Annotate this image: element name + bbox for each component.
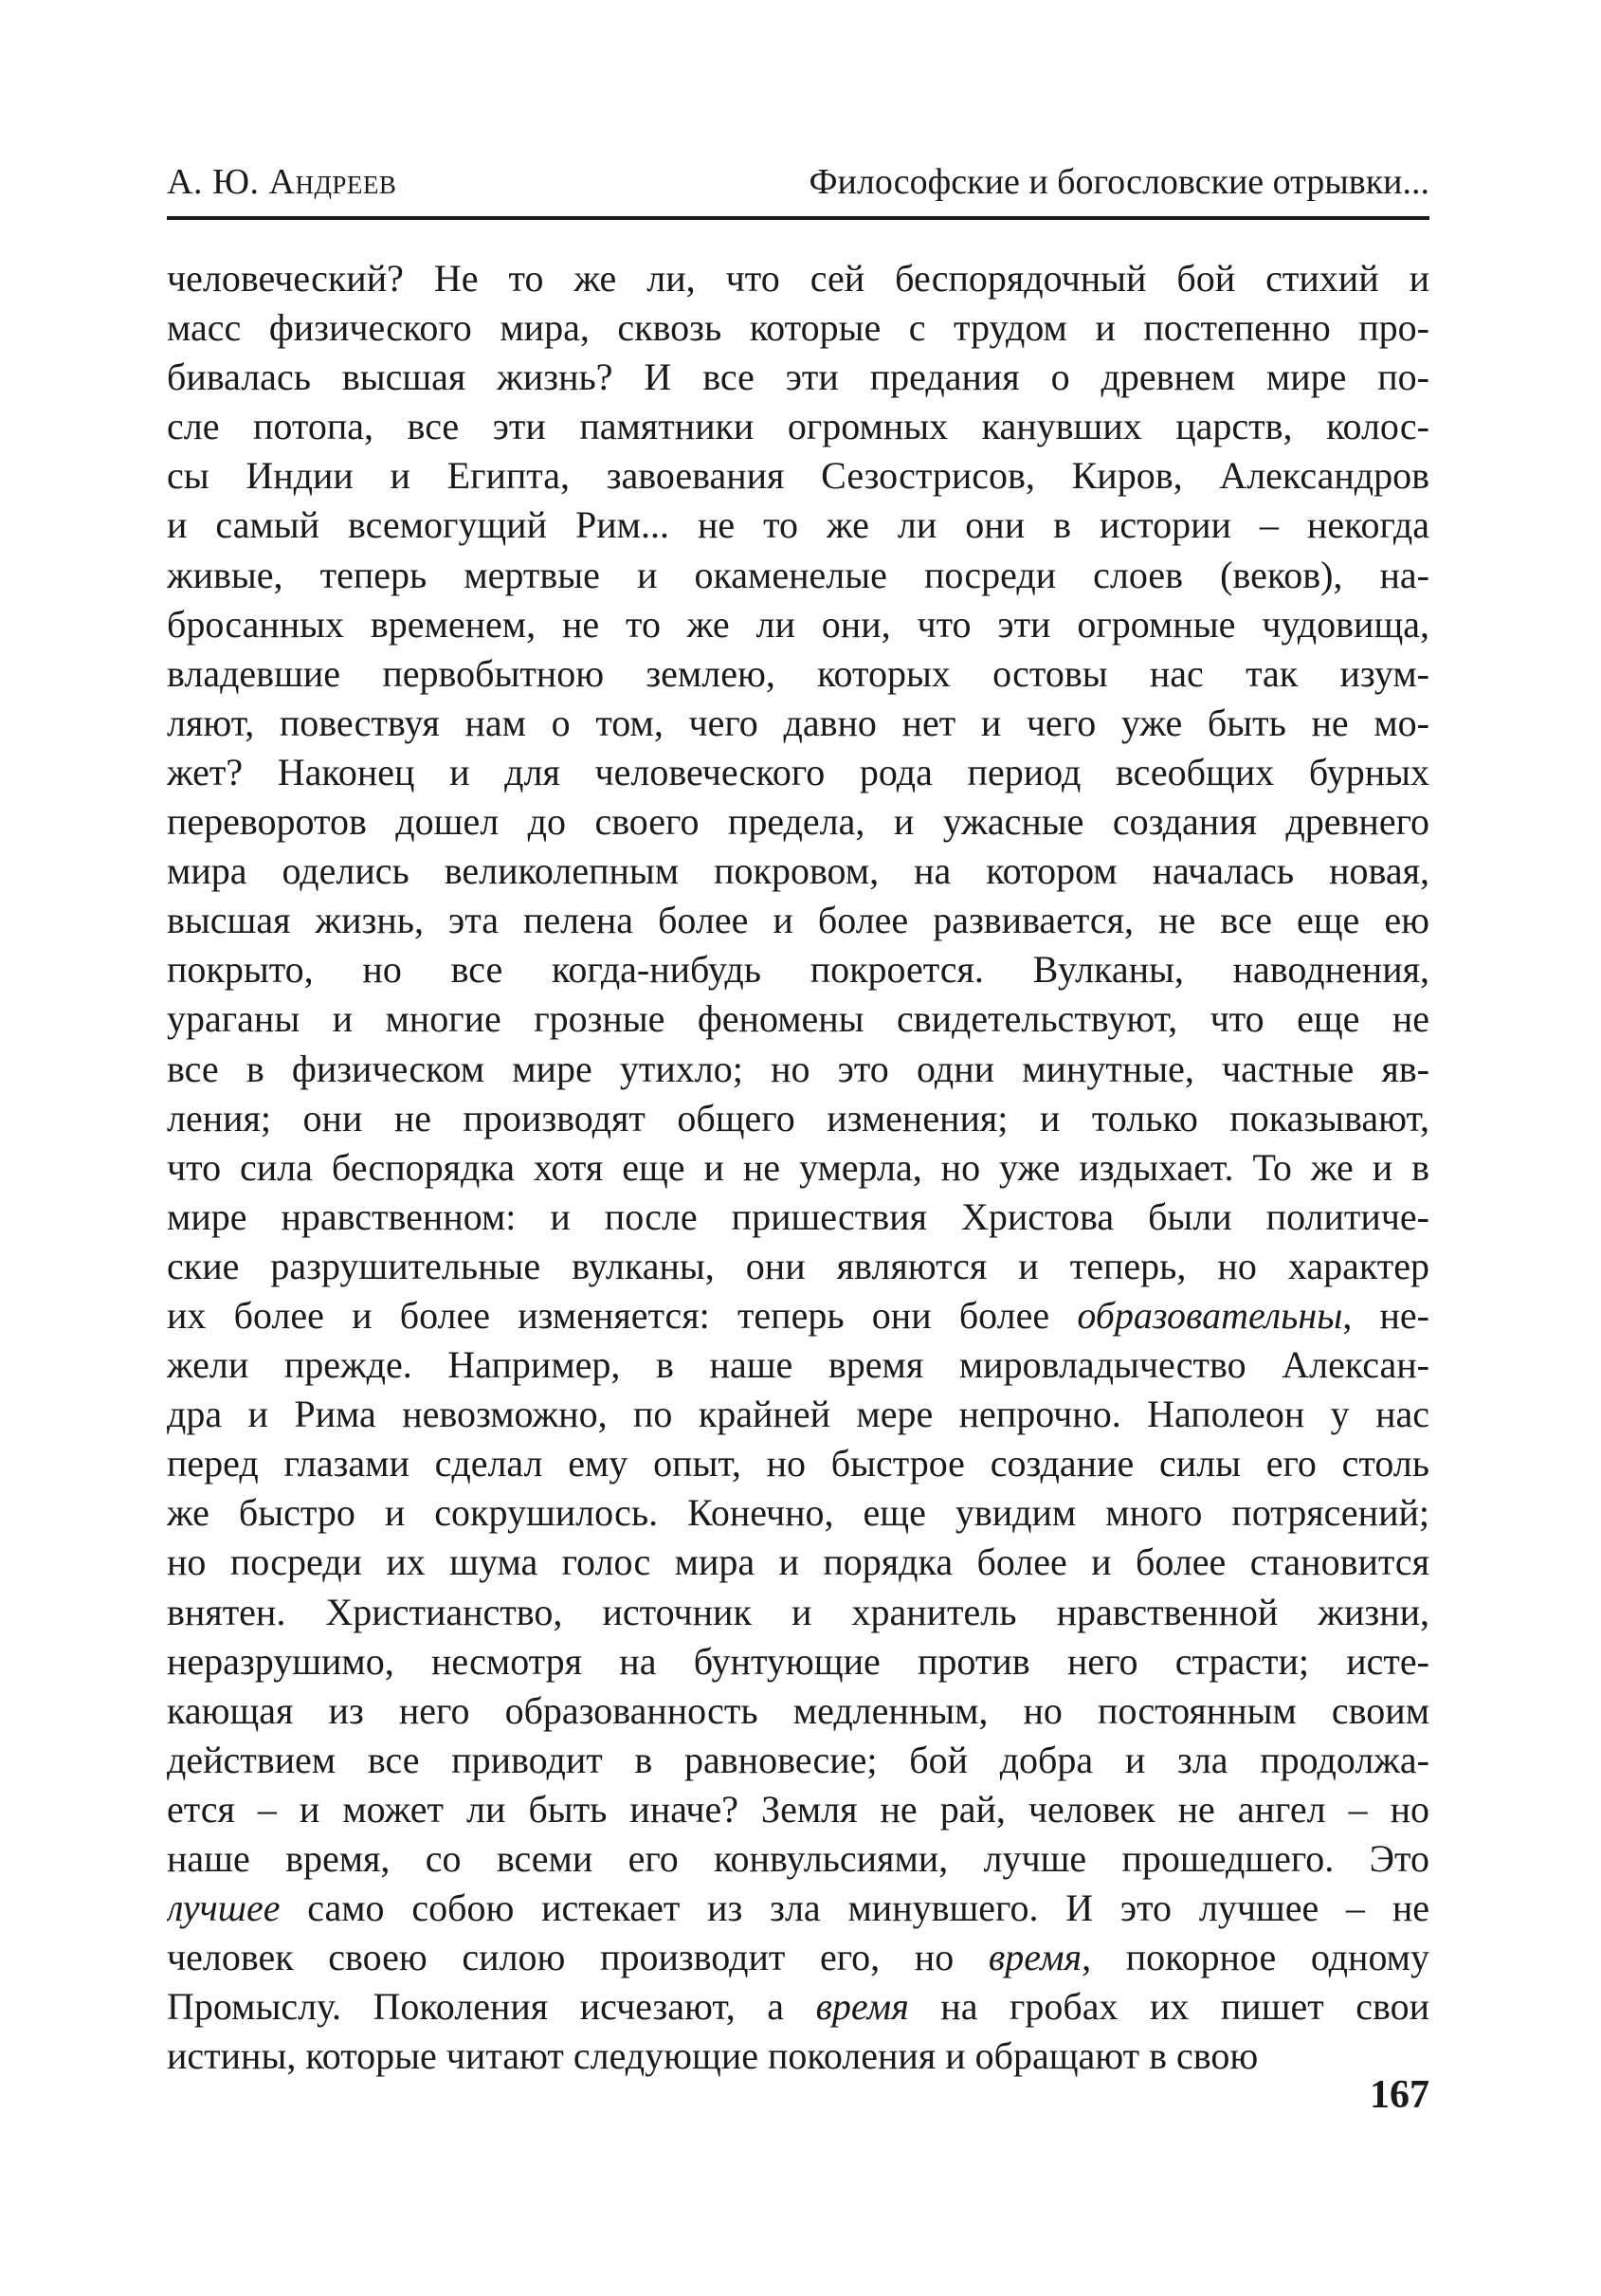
text-line: живые, теперь мертвые и окаменелые посреди слоев (веков), на- [167, 553, 1429, 596]
text-line: дра и Рима невозможно, по крайней мере непрочно. Наполеон у нас [167, 1393, 1429, 1436]
text-line: действием все приводит в равновесие; бой добра и зла продолжа- [167, 1738, 1429, 1781]
text-segment: , не- [1342, 1293, 1429, 1337]
text-line: владевшие первобытною землею, которых остовы нас так изум- [167, 651, 1429, 695]
text-line: ления; они не производят общего изменения; и только показывают, [167, 1096, 1429, 1139]
header-rule [167, 216, 1429, 220]
text-line: ские разрушительные вулканы, они являются и теперь, но характер [167, 1244, 1429, 1287]
text-segment: Промыслу. Поколения исчезают, а [167, 1985, 816, 2029]
text-line: человеческий? Не то же ли, что сей беспорядочный бой стихий и [167, 257, 1429, 300]
text-segment: человек своею силою производит его, но [167, 1936, 989, 1979]
text-line: и самый всемогущий Рим... не то же ли они в истории – некогда [167, 503, 1429, 547]
text-line: ется – и может ли быть иначе? Земля не рай, человек не ангел – но [167, 1787, 1429, 1831]
text-line [167, 1291, 1429, 1340]
text-segment: само собою истекает из зла минувшего. И это лучшее – не [280, 1886, 1429, 1930]
text-line [167, 1884, 1429, 1933]
text-line: покрыто, но все когда-нибудь покроется. Вулканы, наводнения, [167, 948, 1429, 992]
text-line: ураганы и многие грозные феномены свидетельствуют, что еще не [167, 997, 1429, 1041]
running-head [167, 159, 1429, 205]
text-line: внятен. Христианство, источник и хранитель нравственной жизни, [167, 1590, 1429, 1633]
italic-emphasis: лучшее [167, 1886, 281, 1930]
italic-emphasis: время [815, 1985, 909, 2029]
text-line: неразрушимо, несмотря на бунтующие против него страсти; исте- [167, 1639, 1429, 1683]
text-line: но посреди их шума голос мира и порядка более и более становится [167, 1540, 1429, 1584]
italic-emphasis: время [988, 1936, 1082, 1979]
header-author: А. Ю. Андреев [167, 162, 397, 202]
text-line [167, 1982, 1429, 2032]
text-line: сле потопа, все эти памятники огромных канувших царств, колос- [167, 405, 1429, 448]
text-line: переворотов дошел до своего предела, и ужасные создания древнего [167, 800, 1429, 844]
text-line: мира оделись великолепным покровом, на котором началась новая, [167, 849, 1429, 893]
page-number: 167 [1370, 2073, 1429, 2117]
body-text [167, 254, 1429, 2081]
text-line: все в физическом мире утихло; но это одни минутные, частные яв- [167, 1047, 1429, 1090]
text-line: мире нравственном: и после пришествия Христова были политиче- [167, 1194, 1429, 1238]
text-line [167, 1933, 1429, 1982]
text-line: жели прежде. Например, в наше время мировладычество Алексан- [167, 1343, 1429, 1387]
text-line: же быстро и сокрушилось. Конечно, еще увидим много потрясений; [167, 1491, 1429, 1535]
text-line: наше время, со всеми его конвульсиями, лучше прошедшего. Это [167, 1837, 1429, 1880]
text-line: что сила беспорядка хотя еще и не умерла, но уже издыхает. То же и в [167, 1145, 1429, 1189]
text-line: бросанных временем, не то же ли они, что эти огромные чудовища, [167, 602, 1429, 646]
italic-emphasis: образовательны [1077, 1293, 1343, 1337]
text-line: бивалась высшая жизнь? И все эти предания о древнем мире по- [167, 355, 1429, 399]
text-segment: , покорное одному [1082, 1936, 1429, 1979]
text-line: высшая жизнь, эта пелена более и более развивается, не все еще ею [167, 899, 1429, 942]
text-line: перед глазами сделал ему опыт, но быстрое создание силы его столь [167, 1442, 1429, 1485]
text-line: кающая из него образованность медленным, но постоянным своим [167, 1688, 1429, 1732]
header-title: Философские и богословские отрывки... [809, 162, 1429, 202]
text-line: истины, которые читают следующие поколения и обращают в свою [167, 2034, 1259, 2078]
text-line: масс физического мира, сквозь которые с трудом и постепенно про- [167, 306, 1429, 350]
text-segment: их более и более изменяется: теперь они более [167, 1293, 1078, 1337]
text-line: жет? Наконец и для человеческого рода период всеобщих бурных [167, 750, 1429, 793]
text-segment: на гробах их пишет свои [908, 1985, 1429, 2029]
text-line: ляют, повествуя нам о том, чего давно нет и чего уже быть не мо- [167, 701, 1429, 744]
text-line: сы Индии и Египта, завоевания Сезострисов, Киров, Александров [167, 454, 1429, 498]
